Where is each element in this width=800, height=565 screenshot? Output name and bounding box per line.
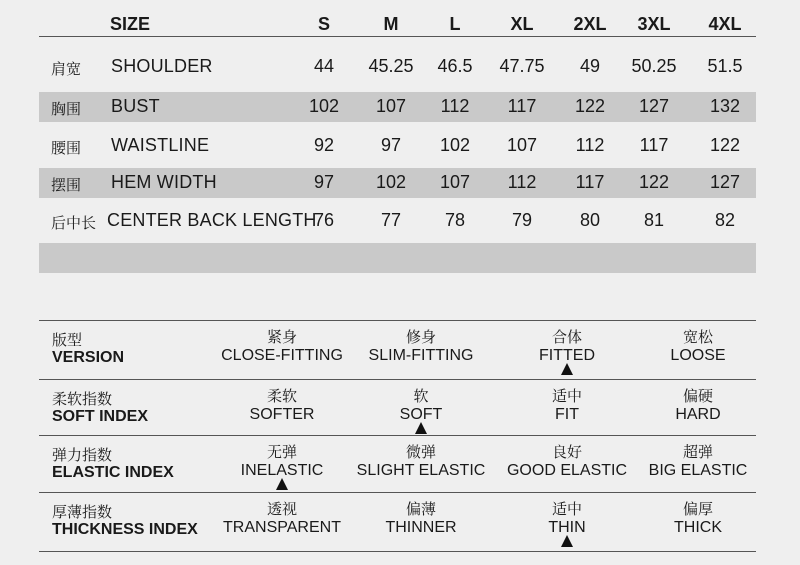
measurement-value: 79 (511, 210, 533, 230)
option-cn-label: 适中 (551, 501, 583, 518)
option-en-label: SLIM-FITTING (368, 347, 474, 364)
measurement-value: 80 (579, 210, 601, 230)
option-cn-label: 微弹 (405, 444, 437, 461)
measurement-value: 97 (313, 172, 335, 192)
index-option (250, 388, 315, 424)
option-en-label: LOOSE (670, 347, 726, 364)
measurement-value: 46.5 (437, 56, 473, 76)
option-cn-label: 偏薄 (405, 501, 437, 518)
option-en-label: GOOD ELASTIC (506, 462, 628, 479)
measurement-value: 76 (313, 210, 335, 230)
measurement-value: 47.75 (499, 56, 545, 76)
measurement-row-center-back-length (39, 206, 756, 236)
measurement-value: 122 (638, 172, 670, 192)
size-col-xl: XL (510, 14, 534, 34)
measurement-en-label: CENTER BACK LENGTH (107, 210, 317, 230)
measurement-value: 107 (506, 135, 538, 155)
measurement-value: 102 (308, 96, 340, 116)
measurement-row-hem-width (39, 168, 756, 198)
index-option (548, 501, 585, 537)
measurement-value: 77 (380, 210, 402, 230)
index-option (385, 501, 456, 537)
index-option (221, 329, 343, 365)
index-en-label: SOFT INDEX (52, 408, 149, 425)
measurement-en-label: WAISTLINE (111, 135, 210, 155)
selection-marker-icon (276, 478, 288, 490)
option-cn-label: 适中 (551, 388, 583, 405)
option-cn-label: 偏厚 (682, 501, 713, 518)
option-cn-label: 良好 (551, 444, 582, 461)
option-cn-label: 宽松 (682, 329, 714, 346)
option-en-label: FITTED (539, 347, 595, 364)
index-row-version (39, 320, 756, 379)
option-en-label: SOFT (399, 406, 443, 423)
measurement-en-label: SHOULDER (111, 56, 213, 76)
measurement-cn-label: 胸围 (51, 101, 82, 118)
option-cn-label: 修身 (405, 329, 437, 346)
measurement-value: 45.25 (368, 56, 414, 76)
option-cn-label: 软 (413, 388, 429, 405)
measurement-en-label: HEM WIDTH (111, 172, 217, 192)
measurement-value: 50.25 (631, 56, 677, 76)
index-cn-label: 弹力指数 (52, 447, 113, 464)
measurement-value: 97 (380, 135, 402, 155)
size-col-2xl: 2XL (573, 14, 607, 34)
index-option (400, 388, 443, 424)
index-option (649, 444, 748, 480)
option-cn-label: 超弹 (682, 444, 714, 461)
measurement-value: 122 (574, 96, 606, 116)
measurement-value: 49 (579, 56, 601, 76)
index-row-thickness (39, 492, 756, 552)
measurement-value: 132 (709, 96, 741, 116)
measurement-value: 102 (375, 172, 407, 192)
measurement-value: 112 (440, 96, 470, 116)
measurement-value: 107 (375, 96, 407, 116)
measurement-value: 117 (507, 96, 537, 116)
selection-marker-icon (561, 363, 573, 375)
index-option (223, 501, 341, 537)
size-header-label: SIZE (110, 14, 151, 34)
measurement-value: 78 (444, 210, 466, 230)
selection-marker-icon (561, 535, 573, 547)
option-en-label: TRANSPARENT (223, 519, 341, 536)
measurement-row-shoulder (39, 52, 756, 82)
measurement-row-waistline (39, 131, 756, 161)
index-option (357, 444, 486, 480)
option-en-label: FIT (554, 406, 579, 423)
option-cn-label: 透视 (266, 501, 297, 518)
size-col-3xl: 3XL (637, 14, 671, 34)
size-chart (39, 0, 756, 280)
index-option (675, 388, 720, 424)
measurement-value: 122 (709, 135, 741, 155)
option-cn-label: 无弹 (266, 444, 297, 461)
measurement-value: 117 (639, 135, 669, 155)
option-cn-label: 柔软 (266, 388, 298, 405)
option-en-label: CLOSE-FITTING (221, 347, 343, 364)
size-col-m: M (383, 14, 399, 34)
size-col-s: S (317, 14, 331, 34)
size-col-4xl: 4XL (708, 14, 742, 34)
option-en-label: INELASTIC (240, 462, 324, 479)
option-cn-label: 偏硬 (682, 388, 713, 405)
index-option (674, 501, 722, 537)
option-cn-label: 合体 (551, 329, 582, 346)
index-row-elastic (39, 435, 756, 494)
measurement-value: 82 (714, 210, 736, 230)
option-en-label: BIG ELASTIC (648, 462, 748, 479)
measurement-value: 51.5 (707, 56, 743, 76)
measurement-value: 107 (439, 172, 471, 192)
index-option (507, 444, 627, 480)
index-en-label: VERSION (52, 349, 125, 366)
index-cn-label: 柔软指数 (52, 391, 113, 408)
measurement-value: 127 (709, 172, 741, 192)
option-en-label: HARD (675, 406, 721, 423)
selection-marker-icon (415, 422, 427, 434)
measurement-value: 112 (507, 172, 537, 192)
index-row-soft (39, 379, 756, 438)
size-col-l: L (449, 14, 461, 34)
size-header-row (39, 0, 756, 37)
measurement-row-bust (39, 92, 756, 122)
index-option (241, 444, 324, 480)
measurement-value: 44 (313, 56, 335, 76)
index-option (369, 329, 474, 365)
index-en-label: THICKNESS INDEX (52, 521, 198, 538)
measurement-en-label: BUST (111, 96, 160, 116)
index-en-label: ELASTIC INDEX (52, 464, 174, 481)
index-cn-label: 厚薄指数 (52, 504, 113, 521)
measurement-cn-label: 腰围 (51, 140, 82, 157)
measurement-value: 117 (575, 172, 605, 192)
measurement-cn-label: 肩宽 (51, 61, 82, 78)
option-en-label: SLIGHT ELASTIC (356, 462, 486, 479)
measurement-value: 102 (439, 135, 471, 155)
measurement-value: 81 (643, 210, 665, 230)
index-option (670, 329, 725, 365)
option-en-label: THICK (674, 519, 722, 536)
option-cn-label: 紧身 (266, 329, 297, 346)
index-option (539, 329, 595, 365)
index-option (552, 388, 582, 424)
measurement-value: 112 (575, 135, 605, 155)
empty-shaded-bar (39, 243, 756, 273)
measurement-value: 127 (638, 96, 670, 116)
index-cn-label: 版型 (52, 332, 83, 349)
option-en-label: THIN (548, 519, 586, 536)
measurement-value: 92 (313, 135, 335, 155)
measurement-cn-label: 摆围 (51, 177, 82, 194)
option-en-label: SOFTER (249, 406, 315, 423)
option-en-label: THINNER (385, 519, 457, 536)
measurement-cn-label: 后中长 (51, 215, 97, 232)
